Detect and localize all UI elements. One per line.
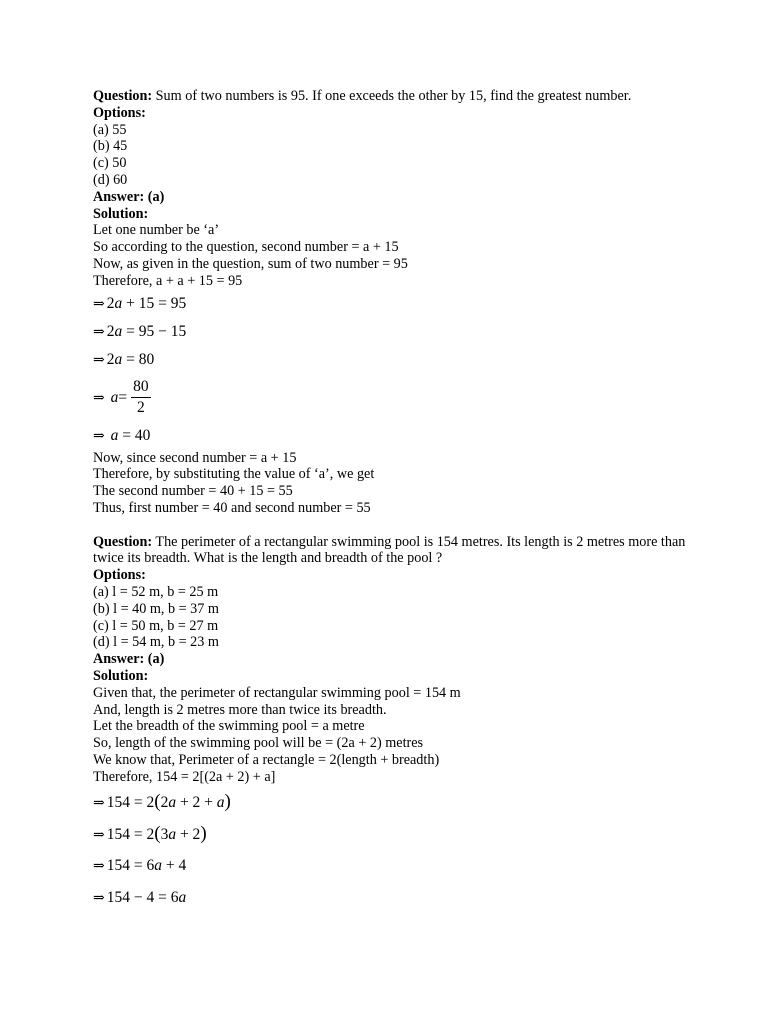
- equation-text: 2: [106, 350, 115, 368]
- section-spacer: [93, 517, 693, 534]
- equation-step: [93, 318, 693, 346]
- implies-icon: ⇒: [93, 794, 105, 811]
- equation-step: [93, 850, 693, 882]
- question-text: The perimeter of a rectangular swimming pool is 154 metres. Its length is 2 metres more than twice its breadth. What is the length and breadth of the pool ?: [93, 533, 686, 567]
- solution-line: Thus, first number = 40 and second number = 55: [93, 499, 371, 516]
- question-1: [93, 88, 693, 105]
- options-label: Options:: [93, 567, 146, 584]
- question-text: Sum of two numbers is 95. If one exceeds the other by 15, find the greatest number.: [152, 88, 632, 104]
- option-d: (d) 60: [93, 171, 128, 188]
- equation-text: 3: [160, 825, 169, 843]
- paren-close: ): [200, 822, 207, 844]
- equation-var: a: [114, 322, 123, 340]
- equation-text: + 2: [176, 825, 201, 843]
- equation-step: [93, 786, 693, 818]
- solution-line: So according to the question, second number = a + 15: [93, 239, 399, 256]
- option-b: (b) l = 40 m, b = 37 m: [93, 600, 219, 617]
- option-a: (a) 55: [93, 121, 127, 138]
- implies-icon: ⇒: [93, 826, 105, 843]
- implies-icon: ⇒: [93, 857, 105, 874]
- fraction-numerator: 80: [131, 377, 151, 398]
- solution-line: Therefore, 154 = 2[(2a + 2) + a]: [93, 768, 276, 785]
- solution-line: Let one number be ‘a’: [93, 222, 220, 239]
- equation-text: = 95 − 15: [122, 322, 187, 340]
- solution-line: Let the breadth of the swimming pool = a metre: [93, 718, 365, 735]
- equation-text: = 80: [122, 350, 155, 368]
- equation-text: + 4: [161, 856, 187, 874]
- question-2: [93, 534, 693, 568]
- fraction: [131, 377, 151, 418]
- solution-line: Now, as given in the question, sum of two number = 95: [93, 255, 408, 272]
- equation-step: [93, 422, 693, 450]
- equation-step: [93, 346, 693, 374]
- implies-icon: ⇒: [93, 427, 105, 444]
- implies-icon: ⇒: [93, 889, 105, 906]
- answer: Answer: (a): [93, 188, 165, 205]
- equation-text: 2: [160, 793, 169, 811]
- equation-var: a: [110, 388, 119, 406]
- equation-step: [93, 374, 693, 422]
- implies-icon: ⇒: [93, 389, 105, 406]
- implies-icon: ⇒: [93, 323, 105, 340]
- paren-open: (: [154, 790, 161, 812]
- solution-line: Now, since second number = a + 15: [93, 449, 297, 466]
- question-label: Question:: [93, 88, 153, 104]
- solution-line: So, length of the swimming pool will be = (2a + 2) metres: [93, 735, 424, 752]
- equation-var: a: [154, 856, 162, 874]
- equation-step: [93, 290, 693, 318]
- paren-open: (: [154, 822, 161, 844]
- solution-line: Given that, the perimeter of rectangular swimming pool = 154 m: [93, 684, 461, 701]
- equation-step: [93, 882, 693, 914]
- equation-text: 2: [106, 294, 115, 312]
- implies-icon: ⇒: [93, 295, 105, 312]
- solution-line: Therefore, by substituting the value of ‘a’, we get: [93, 466, 375, 483]
- equation-var: a: [216, 793, 225, 811]
- equation-text: = 40: [118, 426, 151, 444]
- solution-line: Therefore, a + a + 15 = 95: [93, 272, 243, 289]
- equation-text: 154 − 4 = 6: [106, 888, 179, 906]
- solution-label: Solution:: [93, 205, 149, 222]
- option-d: (d) l = 54 m, b = 23 m: [93, 634, 219, 651]
- options-label: Options:: [93, 104, 146, 121]
- answer: Answer: (a): [93, 651, 165, 668]
- equation-text: + 2 +: [176, 793, 217, 811]
- option-c: (c) 50: [93, 155, 127, 172]
- equation-var: a: [110, 426, 119, 444]
- solution-label: Solution:: [93, 667, 149, 684]
- option-b: (b) 45: [93, 138, 128, 155]
- equation-text: 154 = 2: [106, 793, 155, 811]
- equation-text: + 15 = 95: [122, 294, 187, 312]
- equation-text: =: [118, 388, 128, 406]
- solution-line: The second number = 40 + 15 = 55: [93, 483, 293, 500]
- question-label: Question:: [93, 533, 153, 550]
- option-a: (a) l = 52 m, b = 25 m: [93, 583, 219, 600]
- equation-var: a: [168, 793, 177, 811]
- solution-line: And, length is 2 metres more than twice its breadth.: [93, 701, 387, 718]
- equation-text: 2: [106, 322, 115, 340]
- equation-var: a: [114, 350, 123, 368]
- implies-icon: ⇒: [93, 351, 105, 368]
- equation-text: 154 = 6: [106, 856, 155, 874]
- option-c: (c) l = 50 m, b = 27 m: [93, 617, 219, 634]
- equation-var: a: [178, 888, 187, 906]
- paren-close: ): [224, 790, 231, 812]
- equation-text: 154 = 2: [106, 825, 155, 843]
- solution-line: We know that, Perimeter of a rectangle = 2(length + breadth): [93, 751, 440, 768]
- fraction-denominator: 2: [136, 399, 145, 417]
- document-page: [93, 88, 693, 914]
- equation-step: [93, 818, 693, 850]
- equation-var: a: [114, 294, 123, 312]
- equation-var: a: [168, 825, 177, 843]
